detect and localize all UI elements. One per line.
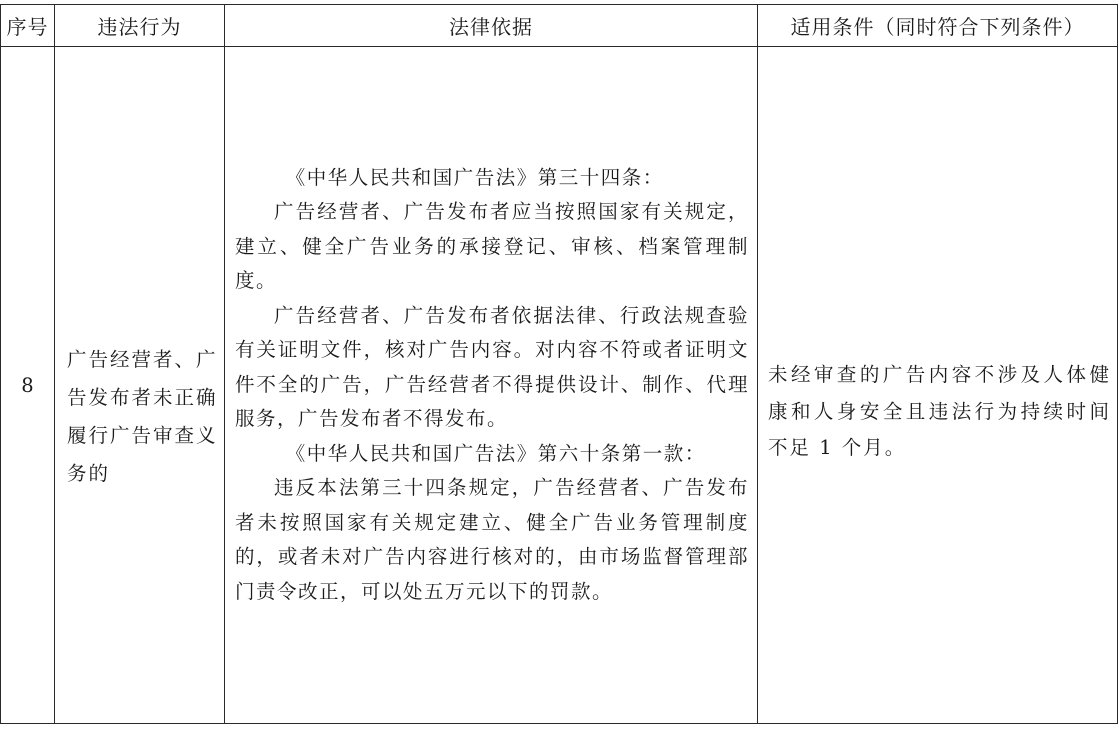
- header-legal-basis: 法律依据: [225, 5, 758, 47]
- conditions-text: 未经审查的广告内容不涉及人体健康和人身安全且违法行为持续时间不足 1 个月。: [768, 363, 1111, 460]
- basis-article-60-para-1: 违反本法第三十四条规定，广告经营者、广告发布者未按照国家有关规定建立、健全广告业务管理制度的，或者未对广告内容进行核对的，由市场监督管理部门责令改正，可以处五万元以下的罚款。: [235, 476, 749, 603]
- table-row: [1, 47, 1118, 724]
- cell-conditions: [758, 47, 1118, 724]
- penalty-table: [0, 4, 1118, 724]
- cell-seq: 8: [1, 47, 55, 724]
- basis-article-60-title: 《中华人民共和国广告法》第六十条第一款：: [285, 441, 706, 465]
- cell-legal-basis: [225, 47, 758, 724]
- basis-article-34-title: 《中华人民共和国广告法》第三十四条：: [285, 165, 664, 189]
- header-violation: 违法行为: [55, 5, 225, 47]
- basis-article-34-para-1: 广告经营者、广告发布者应当按照国家有关规定，建立、健全广告业务的承接登记、审核、档案管理制度。: [235, 200, 749, 293]
- cell-violation: [55, 47, 225, 724]
- table-header-row: [1, 5, 1118, 47]
- violation-text: 广告经营者、广告发布者未正确履行广告审查义务的: [67, 348, 218, 485]
- basis-article-34-para-2: 广告经营者、广告发布者依据法律、行政法规查验有关证明文件，核对广告内容。对内容不符或者证明文件不全的广告，广告经营者不得提供设计、制作、代理服务，广告发布者不得发布。: [235, 303, 749, 431]
- header-seq: 序号: [1, 5, 55, 47]
- header-conditions: 适用条件（同时符合下列条件）: [758, 5, 1118, 47]
